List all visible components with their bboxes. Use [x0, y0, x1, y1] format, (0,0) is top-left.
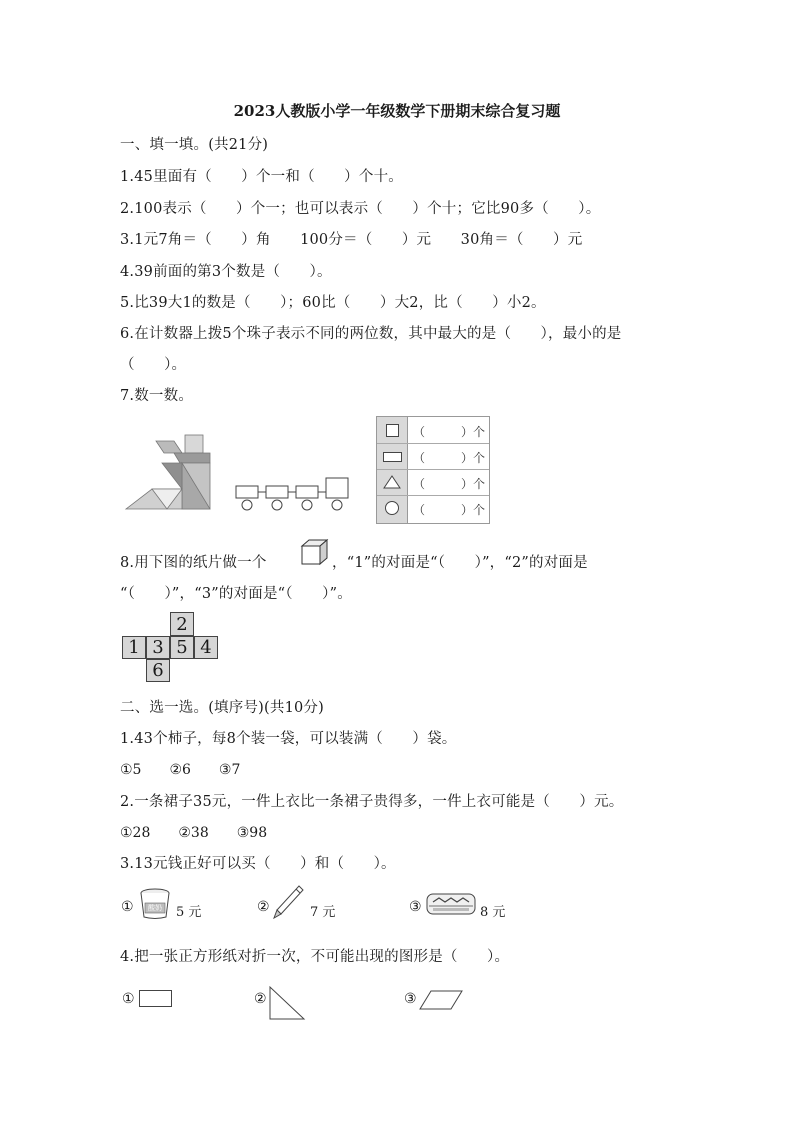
item-3-price: 8 元	[480, 905, 506, 920]
yogurt-icon	[138, 888, 172, 920]
cube-net	[122, 612, 218, 682]
item-2-mark: ②	[257, 899, 270, 915]
right-triangle-shape	[268, 985, 306, 1021]
fold-option-1-mark: ①	[122, 991, 135, 1007]
question-1-1: 1.45里面有（ ）个一和（ ）个十。	[120, 169, 403, 185]
section-1-header: 一、填一填。(共21分)	[120, 137, 269, 153]
page-title: 2023人教版小学一年级数学下册期末综合复习题	[233, 102, 561, 120]
question-2-3: 3.13元钱正好可以买（ ）和（ ）。	[120, 856, 396, 872]
shape-count-table	[376, 416, 490, 524]
question-1-3: 3.1元7角＝（ ）角 100分＝（ ）元 30角＝（ ）元	[120, 232, 583, 248]
parallelogram-shape	[419, 990, 463, 1010]
net-face-3: 5	[170, 636, 194, 659]
question-1-7: 7.数一数。	[120, 388, 194, 404]
tally-row-square: （ ）个	[413, 425, 486, 439]
net-face-1: 1	[122, 636, 146, 659]
tally-row-circle: （ ）个	[413, 503, 486, 517]
tally-row-triangle: （ ）个	[413, 477, 486, 491]
rectangle-icon	[383, 452, 402, 462]
fold-option-3-mark: ③	[404, 991, 417, 1007]
question-1-8: 8.用下图的纸片做一个	[120, 555, 267, 571]
triangle-icon	[383, 475, 401, 489]
question-2-2: 2.一条裙子35元，一件上衣比一条裙子贵得多，一件上衣可能是（ ）元。	[120, 794, 624, 810]
net-face-top: 2	[170, 612, 194, 636]
question-2-1-options: ①5 ②6 ③7	[120, 762, 241, 778]
question-1-6-cont: （ ）。	[120, 357, 187, 373]
item-1-price: 5 元	[176, 905, 202, 920]
item-1-mark: ①	[121, 899, 134, 915]
question-1-2: 2.100表示（ ）个一；也可以表示（ ）个十；它比90多（ ）。	[120, 201, 601, 217]
question-2-1: 1.43个柿子，每8个装一袋，可以装满（ ）袋。	[120, 731, 457, 747]
question-1-8-tail: ，“1”的对面是“（ ）”，“2”的对面是	[332, 555, 588, 571]
item-2-price: 7 元	[310, 905, 336, 920]
square-icon	[386, 424, 399, 437]
train-figure	[234, 476, 352, 514]
tangram-figure	[122, 433, 212, 513]
question-1-4: 4.39前面的第3个数是（ ）。	[120, 264, 332, 280]
fold-option-2-mark: ②	[254, 991, 267, 1007]
question-1-5: 5.比39大1的数是（ ）；60比（ ）大2，比（ ）小2。	[120, 295, 546, 311]
question-2-4: 4.把一张正方形纸对折一次，不可能出现的图形是（ ）。	[120, 949, 510, 965]
net-face-4: 4	[194, 636, 218, 659]
pencil-case-icon	[425, 890, 477, 918]
item-3-mark: ③	[409, 899, 422, 915]
question-2-2-options: ①28 ②38 ③98	[120, 825, 268, 841]
cube-icon	[300, 538, 330, 566]
tally-row-rectangle: （ ）个	[413, 451, 486, 465]
question-1-8-cont: “（ ）”，“3”的对面是“（ ）”。	[120, 586, 352, 602]
question-1-6: 6.在计数器上拨5个珠子表示不同的两位数，其中最大的是（ ），最小的是	[120, 326, 622, 342]
net-face-2: 3	[146, 636, 170, 659]
section-2-header: 二、选一选。(填序号)(共10分)	[120, 700, 324, 716]
net-face-bottom: 6	[146, 659, 170, 682]
circle-icon	[385, 501, 399, 515]
yogurt-label: 酸奶	[148, 904, 162, 912]
rectangle-shape	[139, 990, 172, 1007]
pencil-icon	[271, 884, 305, 920]
